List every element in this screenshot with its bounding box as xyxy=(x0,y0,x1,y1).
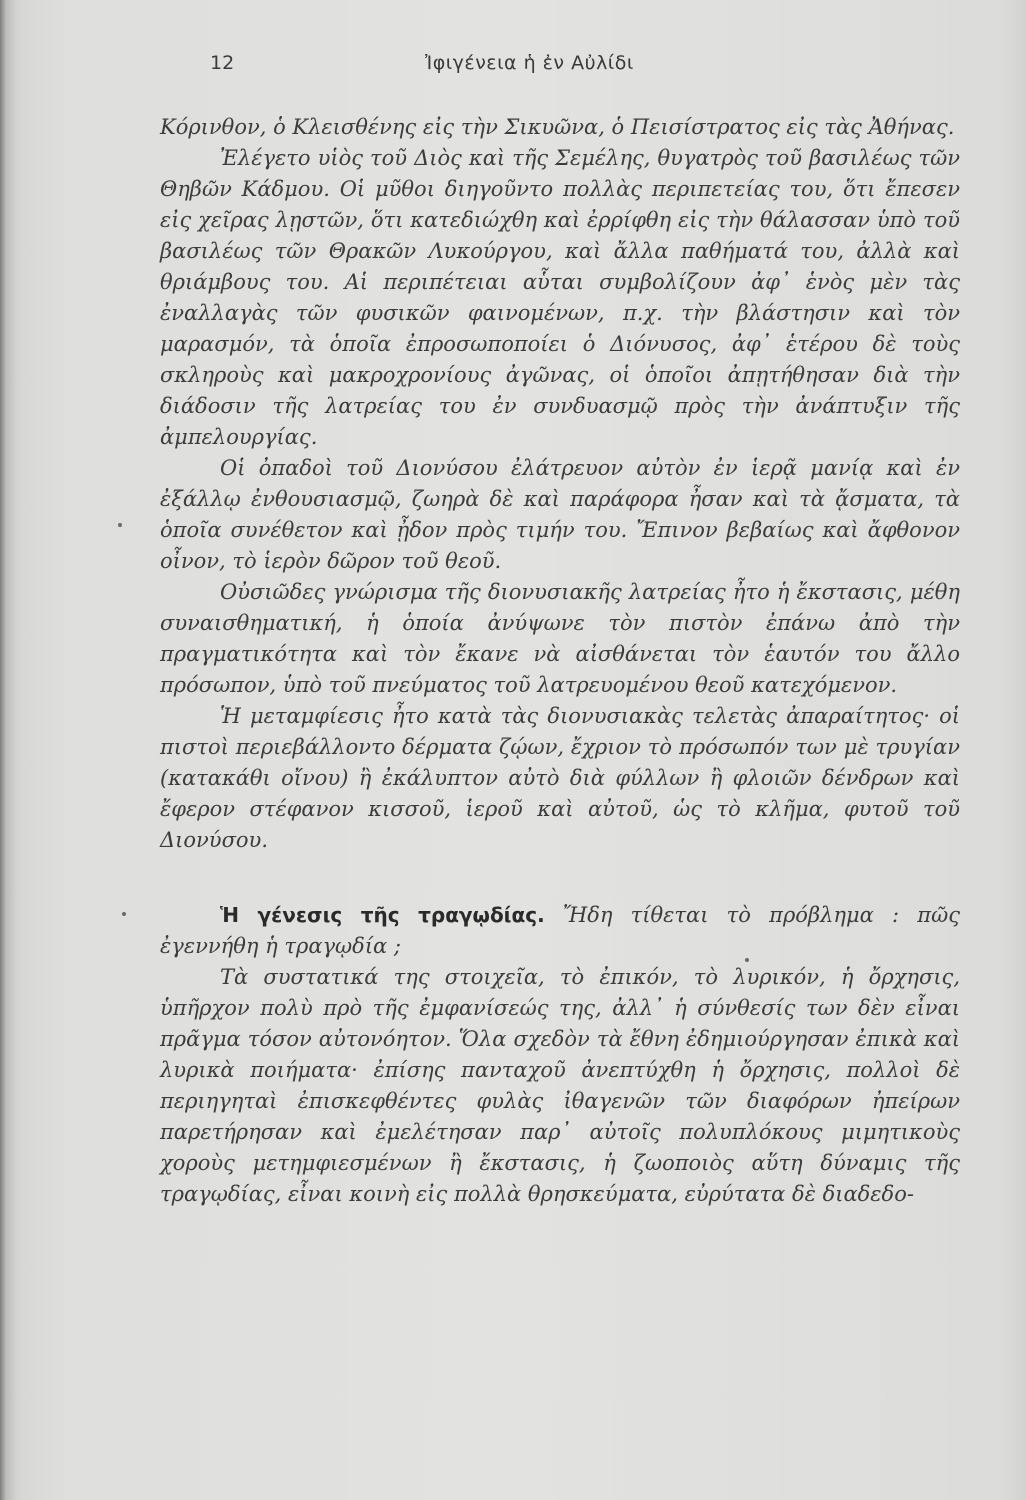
paragraph-tragedy-components: Τὰ συστατικά της στοιχεῖα, τὸ ἐπικόν, τὸ λυρικόν, ἡ ὄρχησις, ὑπῆρχον πολὺ πρὸ τῆς ἐμφανίσεώς της, ἀλλ᾽ ἡ σύνθεσίς των δὲν εἶναι πρᾶγμα τόσον αὐτονόητον. Ὅλα σχεδὸν τὰ ἔθνη ἐδημιούργησαν ἐπικὰ καὶ λυρικὰ ποιήματα· ἐπίσης πανταχοῦ ἀνεπτύχθη ἡ ὄρχησις, πολλοὶ δὲ περιηγηταὶ ἐπισκεφθέντες φυλὰς ἰθαγενῶν τῶν διαφόρων ἠπείρων παρετήρησαν καὶ ἐμελέτησαν παρ᾽ αὐτοῖς πολυπλόκους μιμητικοὺς χοροὺς μετημφιεσμένων ἢ ἔκστασις, ἡ ζωοποιὸς αὕτη δύναμις τῆς τραγῳδίας, εἶναι κοινὴ εἰς πολλὰ θρησκεύματα, εὐρύτατα δὲ διαδεδο- xyxy=(160,965,960,1206)
paragraph-dionysus-origin: Ἐλέγετο υἱὸς τοῦ Διὸς καὶ τῆς Σεμέλης, θυγατρὸς τοῦ βασιλέως τῶν Θηβῶν Κάδμου. Οἱ μῦθοι διηγοῦντο πολλὰς περιπετείας του, ὅτι ἔπεσεν εἰς χεῖρας λῃστῶν, ὅτι κατεδιώχθη καὶ ἐρρίφθη εἰς τὴν θάλασσαν ὑπὸ τοῦ βασιλέως τῶν Θρακῶν Λυκούργου, καὶ ἄλλα παθήματά του, ἀλλὰ καὶ θριάμβους του. Αἱ περιπέτειαι αὗται συμβολίζουν ἀφ᾽ ἑνὸς μὲν τὰς ἐναλλαγὰς τῶν φυσικῶν φαινομένων, π.χ. τὴν βλάστησιν καὶ τὸν μαρασμόν, τὰ ὁποῖα ἐπροσωποποίει ὁ Διόνυσος, ἀφ᾽ ἑτέρου δὲ τοὺς σκληροὺς καὶ μακροχρονίους ἀγῶνας, οἱ ὁποῖοι ἀπῃτήθησαν διὰ τὴν διάδοσιν τῆς λατρείας του ἐν συνδυασμῷ πρὸς τὴν ἀνάπτυξιν τῆς ἀμπελουργίας. xyxy=(160,146,960,449)
page-header xyxy=(0,48,1026,82)
page-body xyxy=(160,112,960,1210)
section-heading: Ἡ γένεσις τῆς τραγῳδίας. xyxy=(220,903,545,927)
section-spacer xyxy=(160,856,960,900)
section-lead: Ἤδη τίθεται τὸ πρόβλημα : πῶς ἐγεννήθη ἡ τραγῳδία ; xyxy=(160,903,960,958)
paragraph-disguise: Ἡ μεταμφίεσις ἦτο κατὰ τὰς διονυσιακὰς τελετὰς ἀπαραίτητος· οἱ πιστοὶ περιεβάλλοντο δέρματα ζῴων, ἔχριον τὸ πρόσωπόν των μὲ τρυγίαν (κατακάθι οἴνου) ἢ ἐκάλυπτον αὐτὸ διὰ φύλλων ἢ φλοιῶν δένδρων καὶ ἔφερον στέφανον κισσοῦ, ἱεροῦ καὶ αὐτοῦ, ὡς τὸ κλῆμα, φυτοῦ τοῦ Διονύσου. xyxy=(160,704,960,852)
running-title: Ἰφιγένεια ἡ ἐν Αὐλίδι xyxy=(425,52,634,74)
page-speck xyxy=(122,912,126,916)
paragraph-ecstasy: Οὐσιῶδες γνώρισμα τῆς διονυσιακῆς λατρείας ἦτο ἡ ἔκστασις, μέθη συναισθηματική, ἡ ὁποία ἀνύψωνε τὸν πιστὸν ἐπάνω ἀπὸ τὴν πραγματικότητα καὶ τὸν ἔκανε νὰ αἰσθάνεται τὸν ἑαυτόν του ἄλλο πρόσωπον, ὑπὸ τοῦ πνεύματος τοῦ λατρευομένου θεοῦ κατεχόμενον. xyxy=(160,580,960,697)
page-speck xyxy=(118,523,122,527)
page-speck xyxy=(745,958,749,962)
section-heading-paragraph xyxy=(160,900,960,962)
page-number: 12 xyxy=(210,52,235,74)
paragraph-followers: Οἱ ὀπαδοὶ τοῦ Διονύσου ἐλάτρευον αὐτὸν ἐν ἱερᾷ μανίᾳ καὶ ἐν ἐξάλλῳ ἐνθουσιασμῷ, ζωηρὰ δὲ καὶ παράφορα ἦσαν καὶ τὰ ᾄσματα, τὰ ὁποῖα συνέθετον καὶ ᾖδον πρὸς τιμήν του. Ἔπινον βεβαίως καὶ ἄφθονον οἶνον, τὸ ἱερὸν δῶρον τοῦ θεοῦ. xyxy=(160,456,960,573)
paragraph-continued: Κόρινθον, ὁ Κλεισθένης εἰς τὴν Σικυῶνα, ὁ Πεισίστρατος εἰς τὰς Ἀθήνας. xyxy=(160,115,955,139)
